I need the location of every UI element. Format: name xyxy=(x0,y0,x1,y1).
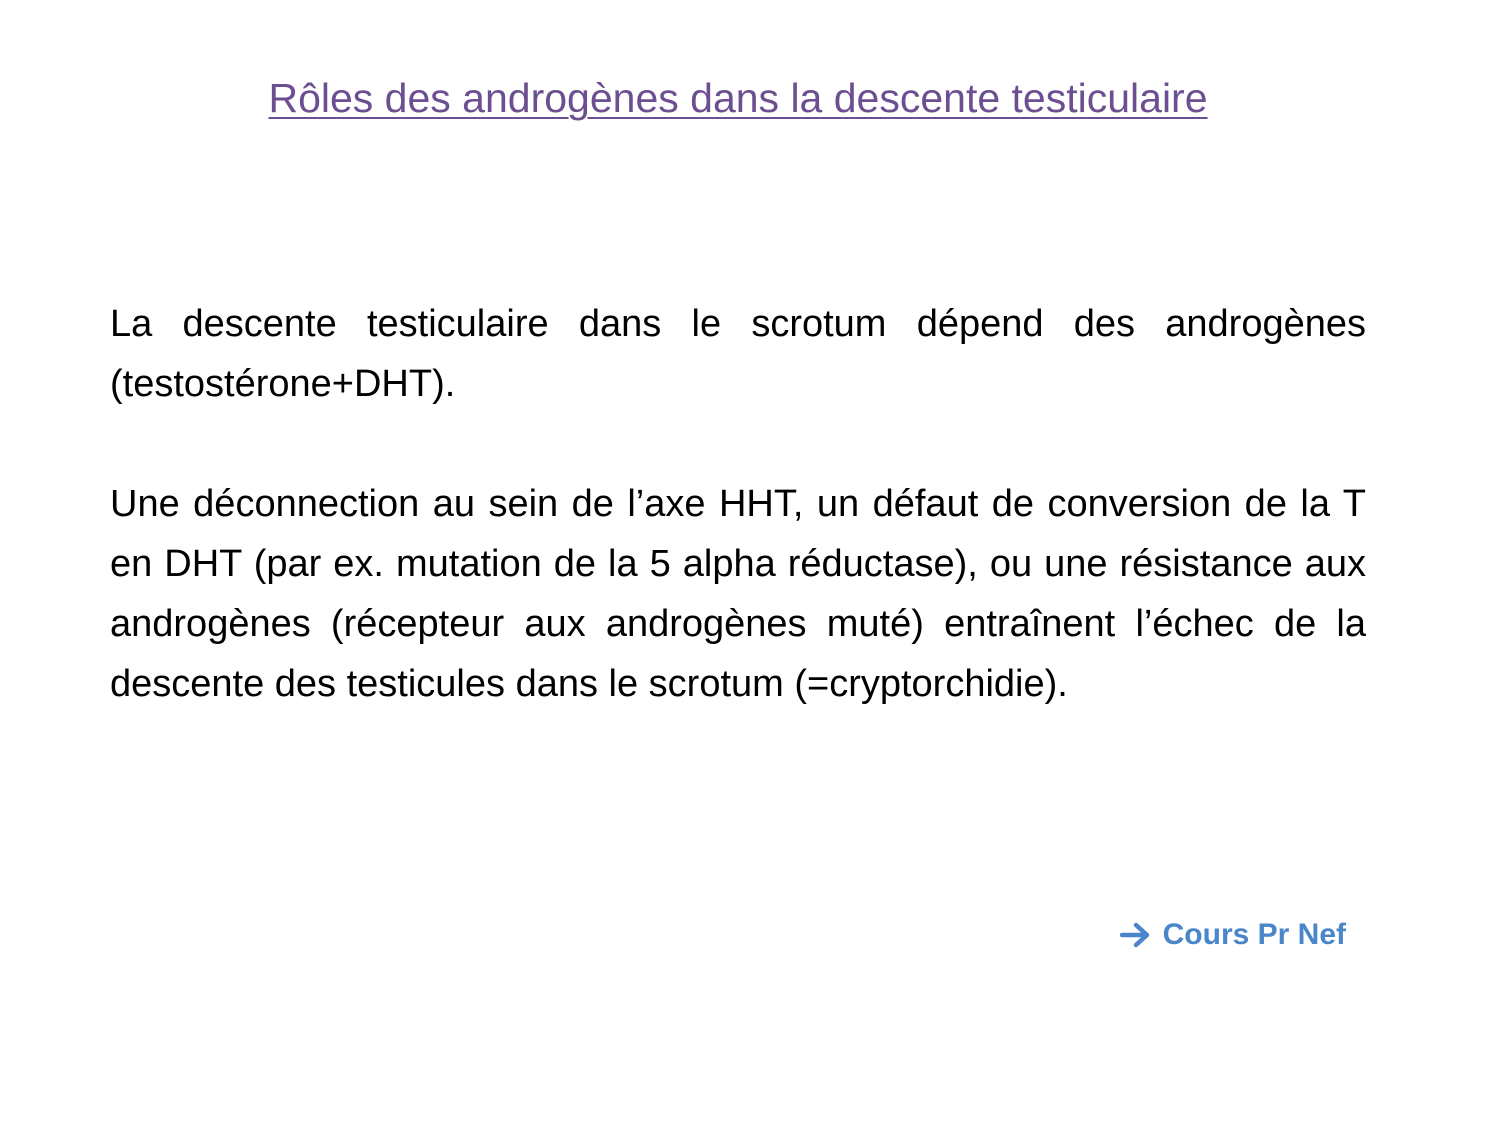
slide-title: Rôles des androgènes dans la descente testiculaire xyxy=(268,75,1208,121)
source-label: Cours Pr Nef xyxy=(1162,918,1346,951)
arrow-right-icon xyxy=(1119,920,1153,950)
slide-body xyxy=(110,294,1366,714)
source-reference xyxy=(1119,915,1346,955)
paragraph-cryptorchidism-causes: Une déconnection au sein de l’axe HHT, un défaut de conversion de la T en DHT (par ex. mutation de la 5 alpha réductase), ou une résistance aux androgènes (récepteur aux androgènes muté) entraînent l’échec de la descente des testicules dans le scrotum (=cryptorchidie). xyxy=(110,483,1366,705)
paragraph-androgen-dependence: La descente testiculaire dans le scrotum dépend des androgènes (testostérone+DHT). xyxy=(110,303,1366,405)
